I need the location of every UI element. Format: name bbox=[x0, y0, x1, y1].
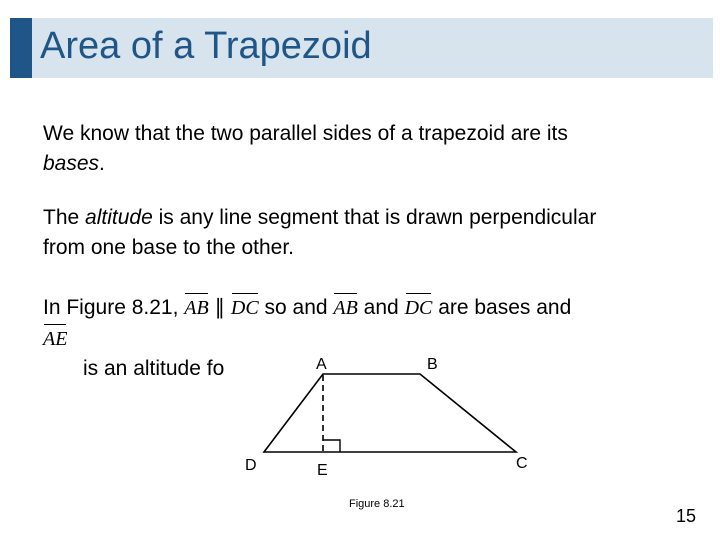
segment-dc-2: DC bbox=[405, 291, 433, 323]
segment-ab-2: AB bbox=[333, 291, 357, 323]
paragraph-bases-line1: We know that the two parallel sides of a trapezoid are its bbox=[43, 122, 568, 145]
parallel-symbol: ∥ bbox=[214, 296, 226, 319]
text-intro: In Figure 8.21, bbox=[43, 296, 185, 319]
segment-ae: AE bbox=[43, 322, 67, 354]
text-are-bases-and: are bases and bbox=[432, 296, 572, 319]
slide-title: Area of a Trapezoid bbox=[40, 25, 372, 67]
period: . bbox=[99, 152, 105, 175]
figure-caption: Figure 8.21 bbox=[349, 498, 405, 510]
right-angle-mark bbox=[323, 440, 340, 452]
label-b: B bbox=[427, 356, 438, 373]
text-rest: is any line segment that is drawn perpendicular bbox=[152, 206, 597, 229]
label-c: C bbox=[516, 455, 528, 472]
text-altitude-for: is an altitude fo bbox=[83, 357, 225, 380]
segment-dc: DC bbox=[231, 291, 259, 323]
term-bases: bases bbox=[43, 152, 100, 175]
paragraph-altitude-line2: from one base to the other. bbox=[43, 236, 294, 259]
trapezoid-shape bbox=[264, 374, 516, 452]
text-so-and: so and bbox=[258, 296, 334, 319]
label-e: E bbox=[317, 462, 328, 479]
text-prefix: The bbox=[43, 206, 86, 229]
term-altitude: altitude bbox=[85, 206, 153, 229]
label-a: A bbox=[316, 356, 327, 373]
segment-ab: AB bbox=[184, 291, 208, 323]
page-number: 15 bbox=[676, 506, 697, 526]
label-d: D bbox=[245, 457, 257, 474]
text-and: and bbox=[357, 296, 405, 319]
